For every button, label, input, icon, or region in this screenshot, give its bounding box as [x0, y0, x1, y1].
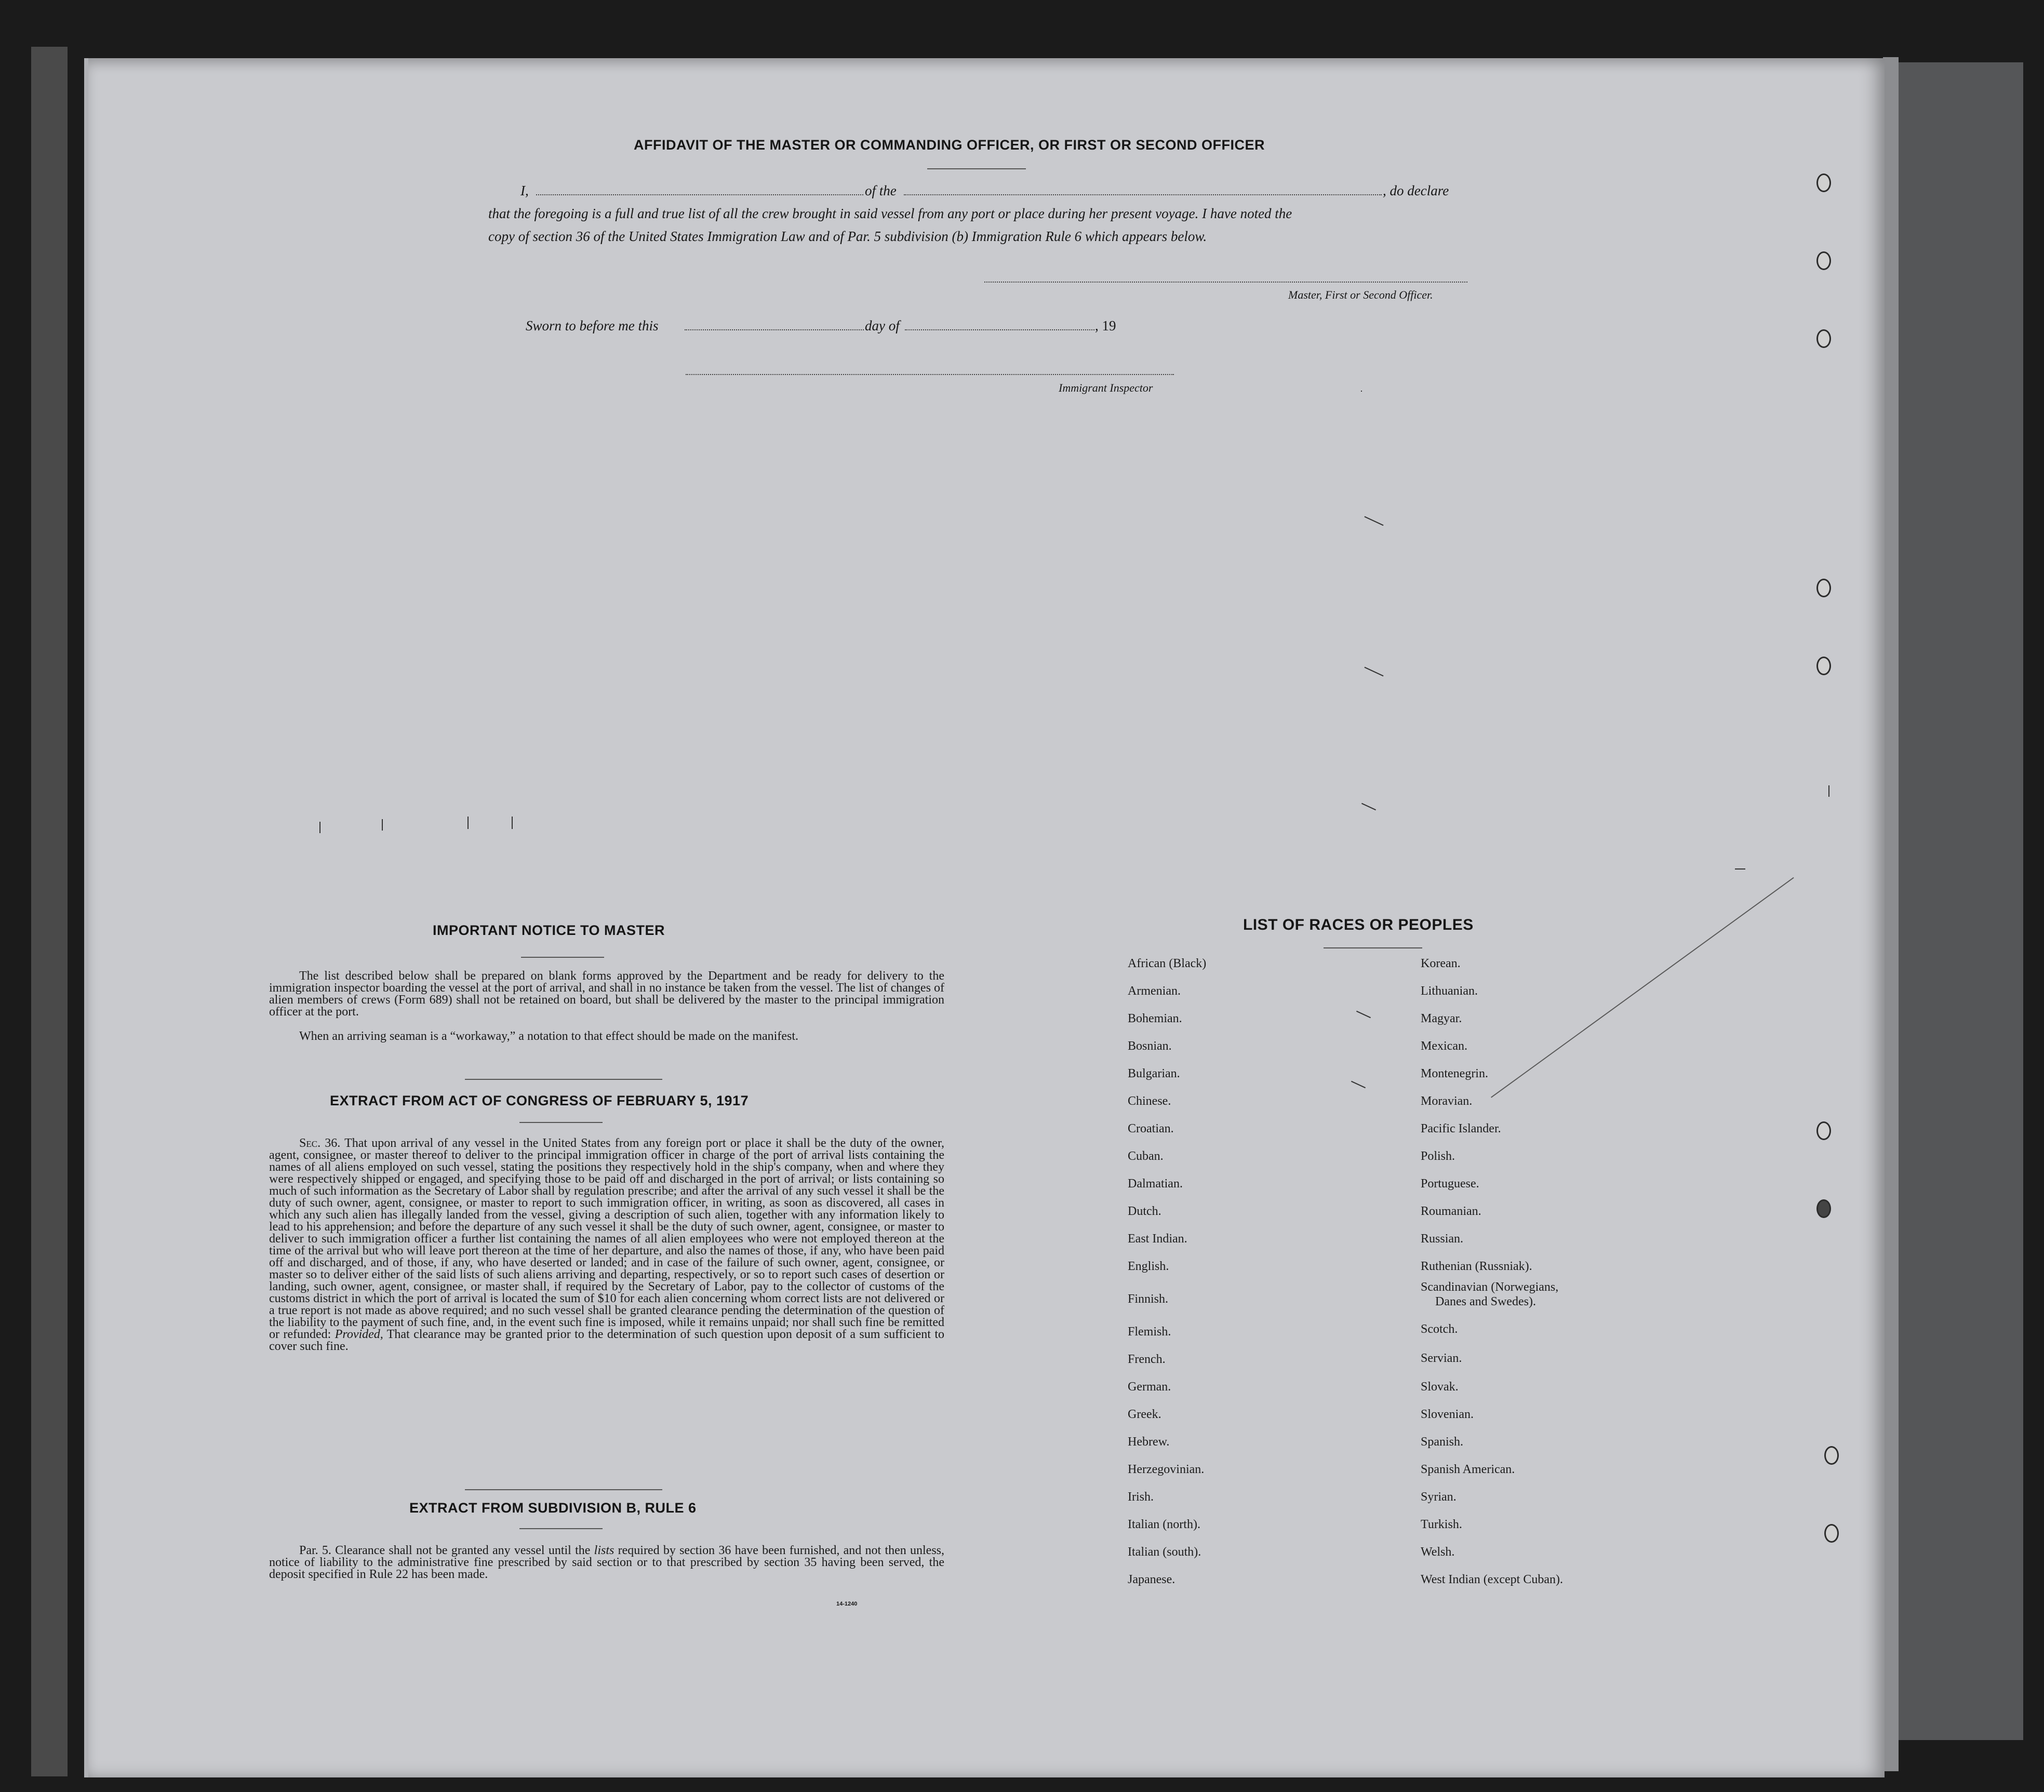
race-left: Dalmatian.	[1128, 1177, 1183, 1191]
stray-mark	[1364, 667, 1383, 677]
act-extract-title: EXTRACT FROM ACT OF CONGRESS OF FEBRUARY 5, 1917	[330, 1093, 749, 1108]
race-right: Turkish.	[1421, 1518, 1462, 1531]
sworn-month-blank	[905, 329, 1094, 330]
race-left: Japanese.	[1128, 1573, 1175, 1586]
race-right: Spanish American.	[1421, 1463, 1515, 1476]
race-left: Armenian.	[1128, 984, 1181, 998]
race-left: African (Black)	[1128, 957, 1207, 970]
race-right: Montenegrin.	[1421, 1067, 1488, 1080]
punch-hole	[1824, 1446, 1839, 1465]
divider	[521, 957, 604, 958]
race-right: Moravian.	[1421, 1094, 1473, 1108]
race-right: Russian.	[1421, 1232, 1464, 1246]
stray-mark	[1364, 516, 1383, 526]
divider	[519, 1122, 603, 1123]
race-right: Lithuanian.	[1421, 984, 1478, 998]
rule-extract-title: EXTRACT FROM SUBDIVISION B, RULE 6	[409, 1500, 697, 1516]
race-right: Slovak.	[1421, 1380, 1459, 1394]
binder-edge-left	[31, 47, 68, 1776]
page-edge-right	[1883, 57, 1899, 1771]
stray-mark	[1356, 1011, 1371, 1018]
race-right: Roumanian.	[1421, 1205, 1481, 1218]
race-right: Polish.	[1421, 1149, 1455, 1163]
rule-text-b: required by section 36 have been furnished, and not then unless, notice of liability to the administrative fine prescribed by said section or to that prescribed by section 35 having been served, the deposit specified in Rule 22 has been made.	[269, 1544, 945, 1581]
notice-paragraph-2: When an arriving seaman is a “workaway,” a notation to that effect should be made on the manifest.	[299, 1029, 798, 1043]
section-label: Sec. 36.	[299, 1136, 341, 1150]
day-of-text: day of	[865, 318, 900, 333]
race-left: Irish.	[1128, 1490, 1154, 1504]
race-right: Korean.	[1421, 957, 1461, 970]
race-left: Bulgarian.	[1128, 1067, 1180, 1080]
races-title: LIST OF RACES OR PEOPLES	[1243, 916, 1474, 933]
divider	[465, 1079, 662, 1080]
punch-hole	[1816, 1121, 1831, 1140]
name-blank	[536, 194, 863, 195]
affidavit-i: I,	[520, 183, 529, 198]
race-left: Cuban.	[1128, 1149, 1164, 1163]
race-right: Servian.	[1421, 1352, 1462, 1365]
stray-mark	[319, 822, 320, 833]
lists-word: lists	[594, 1544, 614, 1557]
race-right-continuation: Danes and Swedes).	[1435, 1295, 1536, 1308]
punch-hole	[1816, 1199, 1831, 1218]
affidavit-line2: that the foregoing is a full and true list of all the crew brought in said vessel from any port or place during her present voyage. I have noted the	[488, 206, 1292, 221]
race-right: West Indian (except Cuban).	[1421, 1573, 1563, 1586]
provided-word: Provided,	[335, 1328, 383, 1341]
stray-mark	[1361, 391, 1362, 392]
notice-title: IMPORTANT NOTICE TO MASTER	[433, 922, 665, 938]
divider	[927, 168, 1026, 169]
race-left: Greek.	[1128, 1408, 1161, 1421]
divider	[519, 1528, 603, 1529]
section-body: That upon arrival of any vessel in the United States from any foreign port or place it shall be the duty of the owner, agent, consignee, or master thereof to deliver to the principal immigration officer in charge of the port of arrival lists containing the names of all aliens employed on such vessel, stating the positions they respectively hold in the ship's company, when and where they were respectively shipped or engaged, and specifying those to be paid off and discharged in the port of arrival; or lists containing so much of such information as the Secretary of Labor shall by regulation prescribe; and after the arrival of any such vessel it shall be the duty of such owner, agent, consignee, or master to report to such immigration officer, in writing, as soon as discovered, all cases in which any such alien has illegally landed from the vessel, giving a description of such alien, together with any information likely to lead to his apprehension; and before the departure of any such vessel it shall be the duty of such owner, agent, consignee, or master to deliver to such immigration officer a further list containing the names of all alien employees who were not employed thereon at the time of the arrival but who will leave port thereon at the time of her departure, and also the names of those, if any, who have been paid off and discharged, and of those, if any, who have deserted or landed; and in case of the failure of such owner, agent, consignee, or master so to deliver either of the said lists of such aliens arriving and departing, respectively, or so to report such cases of desertion or landing, such owner, agent, consignee, or master shall, if required by the Secretary of Labor, pay to the collector of customs of the customs district in which the port of arrival is located the sum of $10 for each alien concerning whom correct lists are not delivered or a true report is not made as above required; and no such vessel shall be granted clearance pending the determination of the question of the liability to the payment of such fine, and, in the event such fine is imposed, while it remains unpaid; nor shall such fine be remitted or refunded:	[269, 1136, 944, 1341]
race-left: Dutch.	[1128, 1205, 1161, 1218]
race-left: Hebrew.	[1128, 1435, 1170, 1449]
stray-mark	[1735, 868, 1745, 870]
stray-mark	[1351, 1081, 1366, 1088]
punch-hole	[1816, 657, 1831, 675]
race-right: Ruthenian (Russniak).	[1421, 1260, 1532, 1273]
race-right: Pacific Islander.	[1421, 1122, 1501, 1135]
race-right: Scandinavian (Norwegians,	[1421, 1280, 1559, 1294]
binder-edge-right	[1888, 62, 2023, 1740]
punch-hole	[1824, 1524, 1839, 1543]
race-right: Syrian.	[1421, 1490, 1457, 1504]
sworn-day-blank	[685, 329, 864, 330]
affidavit-declare: , do declare	[1383, 183, 1449, 198]
punch-hole	[1816, 329, 1831, 348]
affidavit-line3: copy of section 36 of the United States Immigration Law and of Par. 5 subdivision (b) Immigration Rule 6 which appears below.	[488, 229, 1207, 244]
stray-mark	[1361, 803, 1376, 810]
form-page	[84, 58, 1885, 1777]
stray-mark	[467, 817, 469, 829]
stray-mark	[512, 817, 513, 829]
race-right: Welsh.	[1421, 1545, 1455, 1559]
punch-hole	[1816, 579, 1831, 597]
master-signature-line	[984, 282, 1467, 283]
inspector-label: Immigrant Inspector	[1059, 381, 1153, 394]
act-extract-text	[269, 1138, 944, 1353]
inspector-signature-line	[686, 374, 1174, 375]
punch-hole	[1816, 173, 1831, 192]
race-left: English.	[1128, 1260, 1169, 1273]
affidavit-of-the: of the	[865, 183, 897, 198]
divider	[465, 1489, 662, 1490]
year-text: , 19	[1095, 318, 1116, 333]
stray-mark	[1828, 785, 1829, 797]
race-right: Portuguese.	[1421, 1177, 1479, 1191]
race-left: Chinese.	[1128, 1094, 1171, 1108]
notice-paragraph-1: The list described below shall be prepared on blank forms approved by the Department and be ready for delivery to the immigration inspector boarding the vessel at the port of arrival, and shall in no instance be taken from the vessel. The list of changes of alien members of crews (Form 689) shall not be retained on board, but shall be delivered by the master to the principal immigration officer at the port.	[269, 969, 944, 1019]
stray-mark	[382, 819, 383, 831]
race-left: Finnish.	[1128, 1292, 1169, 1306]
race-left: Flemish.	[1128, 1325, 1171, 1339]
race-left: Herzegovinian.	[1128, 1463, 1205, 1476]
master-signature-label: Master, First or Second Officer.	[1288, 288, 1433, 301]
race-right: Magyar.	[1421, 1012, 1462, 1025]
form-number: 14-1240	[836, 1601, 858, 1607]
race-left: German.	[1128, 1380, 1171, 1394]
race-left: Bosnian.	[1128, 1039, 1172, 1053]
vessel-blank	[904, 194, 1382, 195]
race-left: East Indian.	[1128, 1232, 1187, 1246]
rule-extract-text	[269, 1545, 944, 1581]
race-left: Croatian.	[1128, 1122, 1174, 1135]
race-right: Scotch.	[1421, 1322, 1458, 1336]
diagonal-pencil-line	[1491, 877, 1794, 1098]
affidavit-title: AFFIDAVIT OF THE MASTER OR COMMANDING OFFICER, OR FIRST OR SECOND OFFICER	[634, 137, 1265, 153]
race-left: Italian (north).	[1128, 1518, 1200, 1531]
race-left: Italian (south).	[1128, 1545, 1201, 1559]
race-right: Mexican.	[1421, 1039, 1467, 1053]
race-left: Bohemian.	[1128, 1012, 1182, 1025]
sworn-text: Sworn to before me this	[526, 318, 659, 333]
race-right: Spanish.	[1421, 1435, 1464, 1449]
divider	[1324, 947, 1422, 948]
rule-text-a: Par. 5. Clearance shall not be granted any vessel until the	[299, 1544, 591, 1557]
race-right: Slovenian.	[1421, 1408, 1474, 1421]
race-left: French.	[1128, 1353, 1166, 1366]
punch-hole	[1816, 251, 1831, 270]
section-end: That clearance may be granted prior to the determination of such question upon deposit of a sum sufficient to cover such fine.	[269, 1328, 944, 1353]
